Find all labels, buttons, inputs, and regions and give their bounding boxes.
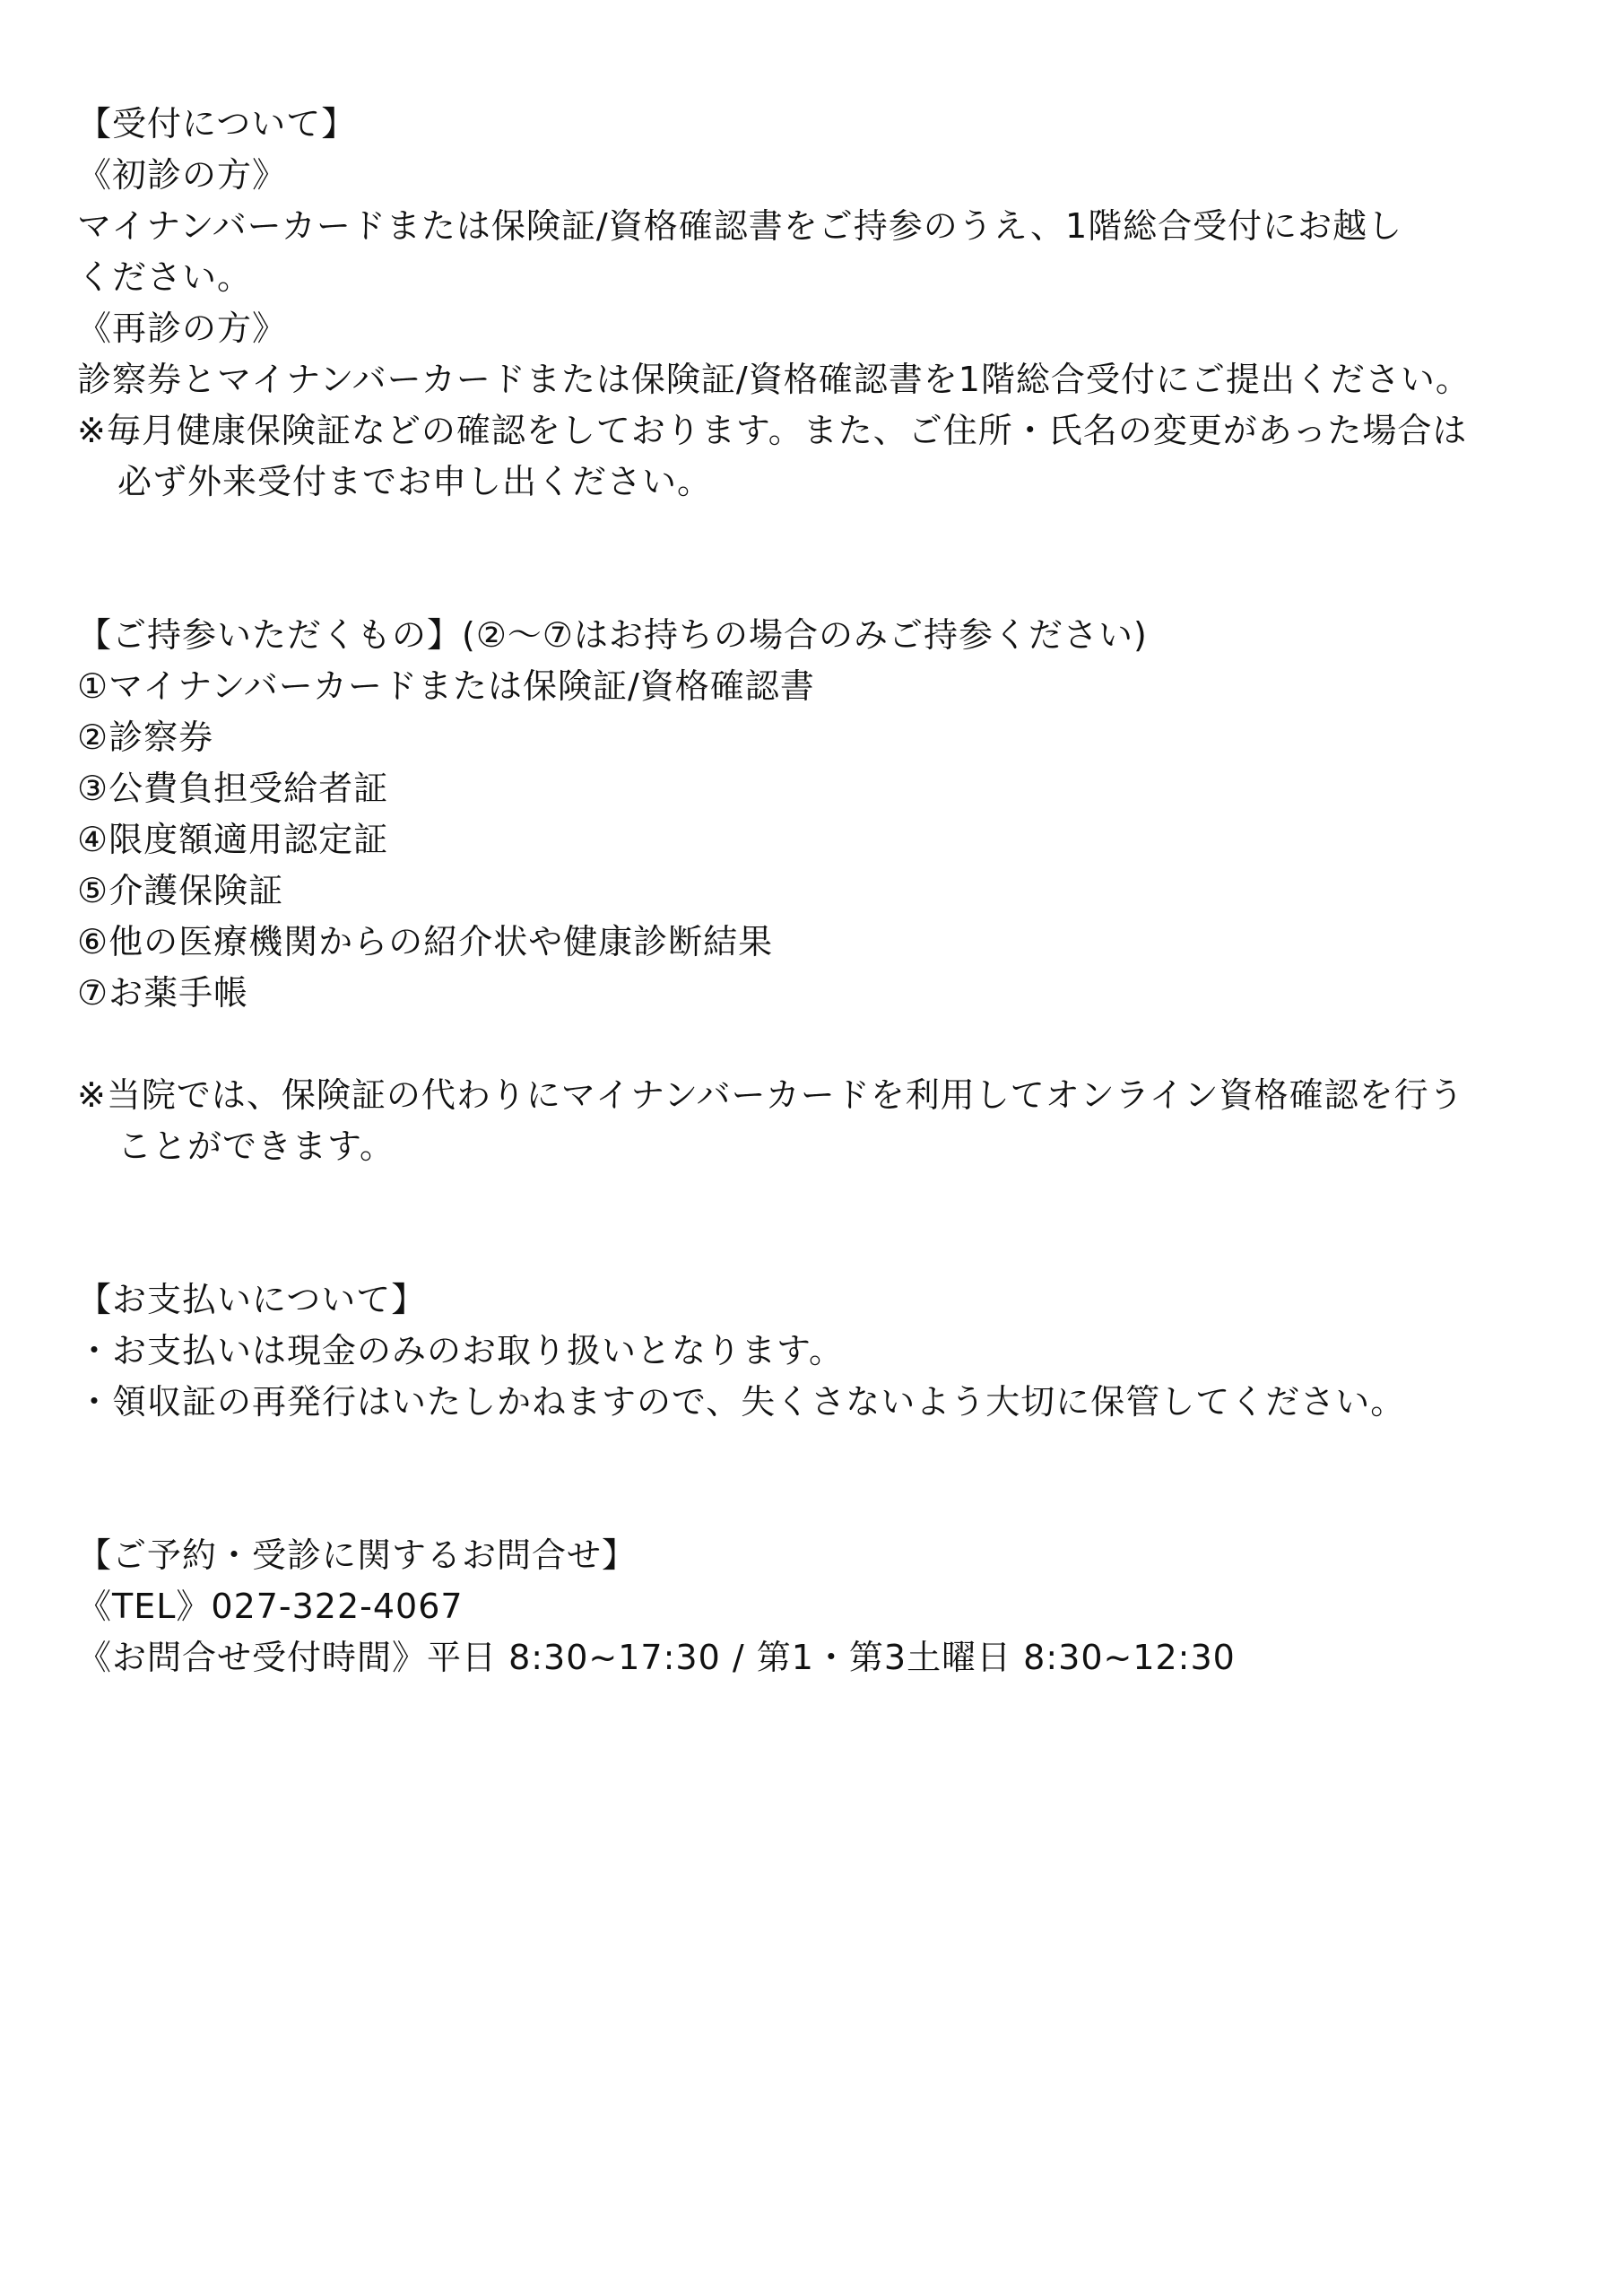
contact-section — [77, 1530, 1566, 1683]
bring-items-heading: 【ご持参いただくもの】(②〜⑦はお持ちの場合のみご持参ください) — [77, 615, 1148, 655]
contact-hours: 《お問合せ受付時間》平日 8:30~17:30 / 第1・第3土曜日 8:30~12:30 — [77, 1638, 1236, 1677]
payment-item-receipt: ・領収証の再発行はいたしかねますので、失くさないよう大切に保管してください。 — [77, 1382, 1406, 1422]
return-visit-text: 診察券とマイナンバーカードまたは保険証/資格確認書を1階総合受付にご提出ください。 — [77, 360, 1471, 399]
contact-heading: 【ご予約・受診に関するお問合せ】 — [77, 1535, 638, 1575]
reception-heading: 【受付について】 — [77, 104, 357, 144]
list-item: ①マイナンバーカードまたは保険証/資格確認書 — [77, 666, 815, 706]
list-item: ⑤介護保険証 — [77, 871, 284, 910]
reception-note-line-1: ※毎月健康保険証などの確認をしております。また、ご住所・氏名の変更があった場合は — [77, 411, 1468, 450]
list-item: ④限度額適用認定証 — [77, 820, 389, 859]
list-item: ③公費負担受給者証 — [77, 769, 389, 808]
section-spacer — [77, 1428, 1566, 1530]
note-spacer — [77, 1019, 1566, 1070]
first-visit-label: 《初診の方》 — [77, 155, 288, 195]
bring-items-section — [77, 610, 1566, 1172]
reception-note-line-2: 必ず外来受付までお申し出ください。 — [117, 462, 713, 501]
list-item: ⑦お薬手帳 — [77, 973, 249, 1013]
list-item: ②診察券 — [77, 718, 214, 757]
payment-heading: 【お支払いについて】 — [77, 1280, 427, 1319]
bring-note-line-1: ※当院では、保険証の代わりにマイナンバーカードを利用してオンライン資格確認を行う — [77, 1075, 1464, 1115]
payment-item-cash: ・お支払いは現金のみのお取り扱いとなります。 — [77, 1331, 844, 1370]
first-visit-text-line-2: ください。 — [77, 257, 253, 297]
section-spacer — [77, 1172, 1566, 1274]
bring-note-line-2: ことができます。 — [117, 1126, 395, 1166]
first-visit-text-line-1: マイナンバーカードまたは保険証/資格確認書をご持参のうえ、1階総合受付にお越し — [77, 206, 1403, 246]
contact-tel: 《TEL》027-322-4067 — [77, 1587, 464, 1626]
reception-section — [77, 99, 1566, 508]
return-visit-label: 《再診の方》 — [77, 309, 288, 348]
payment-section — [77, 1274, 1566, 1428]
section-spacer — [77, 508, 1566, 610]
document-page — [77, 99, 1566, 1683]
list-item: ⑥他の医療機関からの紹介状や健康診断結果 — [77, 922, 774, 961]
